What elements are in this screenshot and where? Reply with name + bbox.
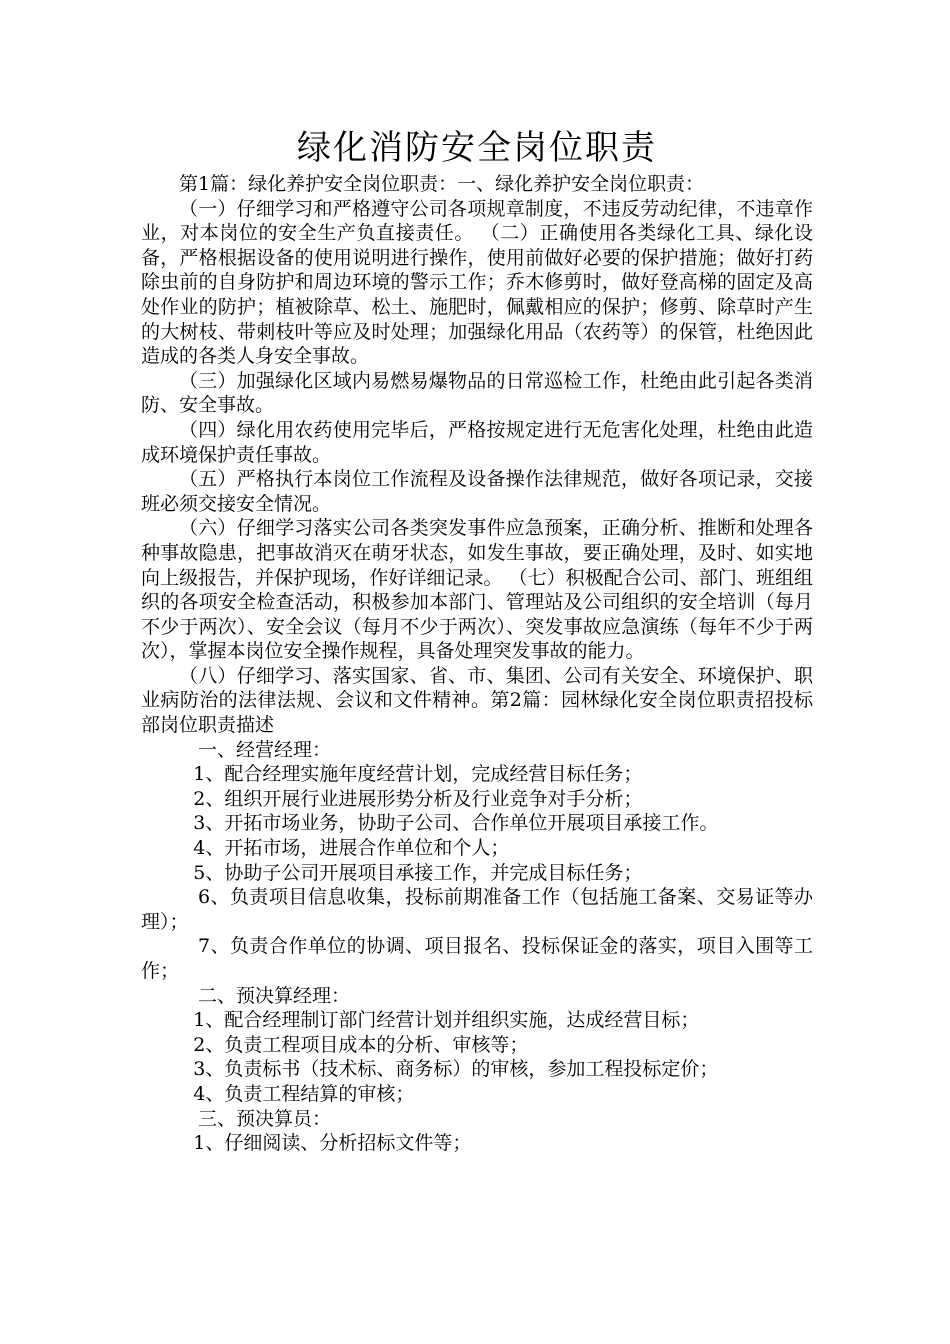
document-title: 绿化消防安全岗位职责 [297,128,657,168]
list-item: 1、仔细阅读、分析招标文件等； [193,1132,472,1155]
paragraph-3: （三）加强绿化区域内易燃易爆物品的日常巡检工作，杜绝由此引起各类消防、安全事故。 [141,369,813,417]
document-page [141,122,813,1156]
paragraph-6-7: （六）仔细学习落实公司各类突发事件应急预案，正确分析、推断和处理各种事故隐患，把事故消灭在萌牙状态，如发生事故，要正确处理，及时、如实地向上级报告，并保护现场，作好详细记录。 （七）积极配合公司、部门、班组组织的各项安全检查活动，积极参加本部门、管理站及公司组织的安全培训（每月不少于两次）、安全会议（每月不少于两次）、突发事故应急演练（每年不少于两次），掌握本岗位安全操作规程，具备处理突发事故的能力。 [141,517,813,663]
document-body [141,172,813,1156]
list-item: 3、负责标书（技术标、商务标）的审核，参加工程投标定价； [193,1058,719,1081]
list-item: 7、负责合作单位的协调、项目报名、投标保证金的落实，项目入围等工作； [141,935,813,982]
paragraph-intro: 第1篇：绿化养护安全岗位职责：一、绿化养护安全岗位职责： [179,173,705,195]
section-heading-business-manager: 一、经营经理： [198,738,332,761]
list-item: 1、配合经理制订部门经营计划并组织实施，达成经营目标； [193,1009,700,1032]
paragraph-1-2: （一）仔细学习和严格遵守公司各项规章制度，不违反劳动纪律，不违章作业，对本岗位的安全生产负直接责任。 （二）正确使用各类绿化工具、绿化设备，严格根据设备的使用说明进行操作，使用前做好必要的保护措施；做好打药除虫前的自身防护和周边环境的警示工作；乔木修剪时，做好登高梯的固定及高处作业的防护；植被除草、松土、施肥时，佩戴相应的保护；修剪、除草时产生的大树枝、带刺枝叶等应及时处理；加强绿化用品（农药等）的保管，杜绝因此造成的各类人身安全事故。 [141,197,813,368]
list-item: 6、负责项目信息收集，投标前期准备工作（包括施工备案、交易证等办理）； [141,886,813,933]
list-item: 2、组织开展行业进展形势分析及行业竞争对手分析； [193,787,643,810]
paragraph-8: （八）仔细学习、落实国家、省、市、集团、公司有关安全、环境保护、职业病防治的法律法规、会议和文件精神。第2篇：园林绿化安全岗位职责招投标部岗位职责描述 [141,664,813,737]
list-item: 4、负责工程结算的审核； [193,1082,415,1105]
section-heading-budget-manager: 二、预决算经理： [198,984,351,1007]
list-item: 2、负责工程项目成本的分析、审核等； [193,1033,529,1056]
paragraph-4: （四）绿化用农药使用完毕后，严格按规定进行无危害化处理，杜绝由此造成环境保护责任事故。 [141,418,813,466]
list-item: 3、开拓市场业务，协助子公司、合作单位开展项目承接工作。 [193,812,719,835]
section-heading-budget-clerk: 三、预决算员： [198,1107,332,1130]
list-item: 1、配合经理实施年度经营计划，完成经营目标任务； [193,763,643,786]
list-item: 5、协助子公司开展项目承接工作，并完成目标任务； [193,861,643,884]
paragraph-5: （五）严格执行本岗位工作流程及设备操作法律规范，做好各项记录，交接班必须交接安全情况。 [141,468,813,515]
list-item: 4、开拓市场，进展合作单位和个人； [193,837,510,860]
